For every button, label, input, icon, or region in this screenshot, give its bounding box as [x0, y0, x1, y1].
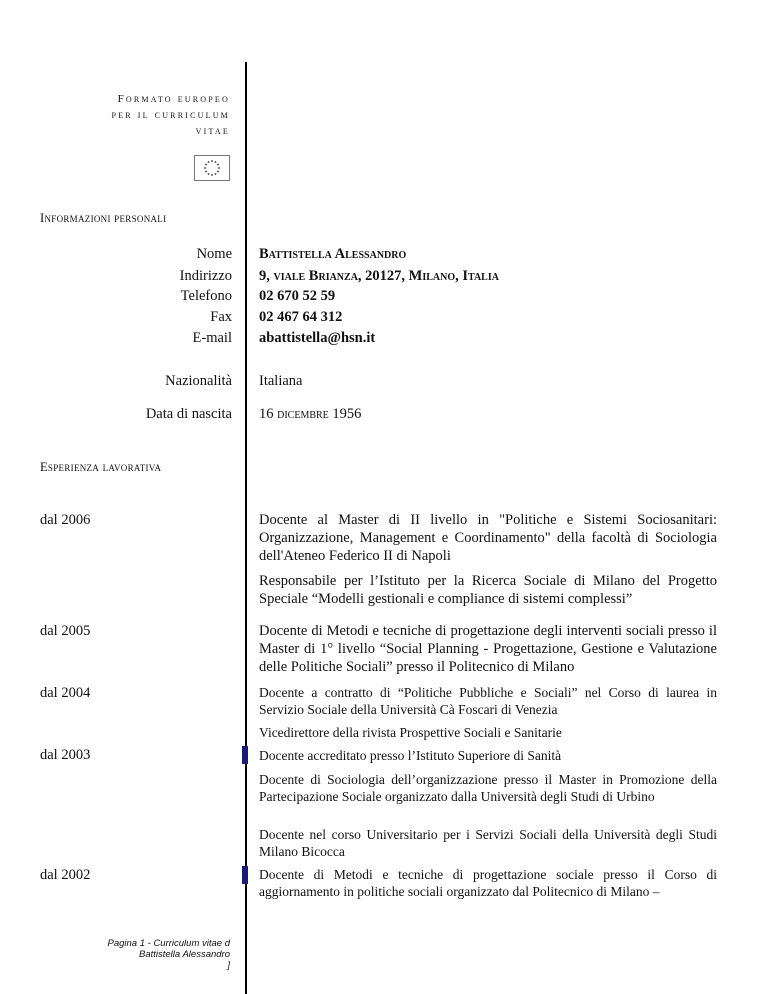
label-name: Nome [196, 246, 232, 262]
experience-year: dal 2002 [40, 867, 91, 883]
document-title-line-3: vitae [195, 125, 230, 137]
experience-year: dal 2005 [40, 623, 91, 639]
footer-line-1: Pagina 1 - Curriculum vitae d [107, 938, 230, 949]
section-title-personal-info: Informazioni personali [40, 211, 167, 225]
label-nationality: Nazionalità [165, 373, 232, 389]
value-fax: 02 467 64 312 [259, 309, 343, 325]
experience-text: Vicedirettore della rivista Prospettive Sociali e Sanitarie [259, 725, 562, 740]
label-birth-date: Data di nascita [145, 406, 232, 422]
section-title-experience: Esperienza lavorativa [40, 460, 162, 474]
value-phone: 02 670 52 59 [259, 288, 336, 304]
document-title-line-1: Formato europeo [117, 93, 230, 105]
experience-text: Docente nel corso Universitario per i Servizi Sociali della Università degli Studi Milano Bicocca [259, 827, 717, 859]
label-email: E-mail [192, 330, 232, 346]
experience-text: Responsabile per l’Istituto per la Ricerca Sociale di Milano del Progetto Speciale “Modelli gestionali e compliance di sistemi complessi” [259, 573, 717, 607]
value-address: 9, viale Brianza, 20127, Milano, Italia [259, 268, 499, 284]
label-address: Indirizzo [179, 268, 232, 284]
vertical-divider [245, 62, 247, 994]
margin-marker [242, 746, 248, 764]
label-phone: Telefono [180, 288, 232, 304]
experience-text: Docente di Sociologia dell’organizzazione presso il Master in Promozione della Partecipazione Sociale organizzato dalla Università degli Studi di Urbino [259, 772, 717, 804]
value-birth-date: 16 dicembre 1956 [259, 406, 362, 422]
experience-text: Docente di Metodi e tecniche di progettazione sociale presso il Corso di aggiornamento in politiche sociali organizzato dal Politecnico di Milano – [259, 867, 717, 899]
eu-flag-icon [194, 155, 230, 181]
margin-marker [242, 866, 248, 884]
experience-text: Docente a contratto di “Politiche Pubbliche e Sociali” nel Corso di laurea in Servizio Sociale della Università Cà Foscari di Venezia [259, 685, 717, 717]
experience-year: dal 2006 [40, 512, 91, 528]
document-title-line-2: per il curriculum [111, 109, 230, 121]
value-email[interactable]: abattistella@hsn.it [259, 330, 376, 346]
experience-text: Docente di Metodi e tecniche di progettazione degli interventi sociali presso il Master di 1° livello “Social Planning - Progettazione, Gestione e Valutazione delle Politiche Sociali” presso il Politecnico di Milano [259, 623, 717, 675]
footer-line-3: ] [227, 960, 230, 971]
label-fax: Fax [210, 309, 232, 325]
page-footer [60, 938, 230, 971]
footer-line-2: Battistella Alessandro [138, 949, 230, 960]
experience-text: Docente al Master di II livello in "Politiche e Sistemi Sociosanitari: Organizzazione, Management e Coordinamento" della facoltà di Sociologia dell'Ateneo Federico II di Napoli [259, 512, 717, 564]
value-nationality: Italiana [259, 373, 303, 389]
experience-text: Docente accreditato presso l’Istituto Superiore di Sanità [259, 748, 562, 763]
experience-year: dal 2003 [40, 747, 91, 763]
value-name: Battistella Alessandro [259, 246, 407, 262]
experience-year: dal 2004 [40, 685, 91, 701]
